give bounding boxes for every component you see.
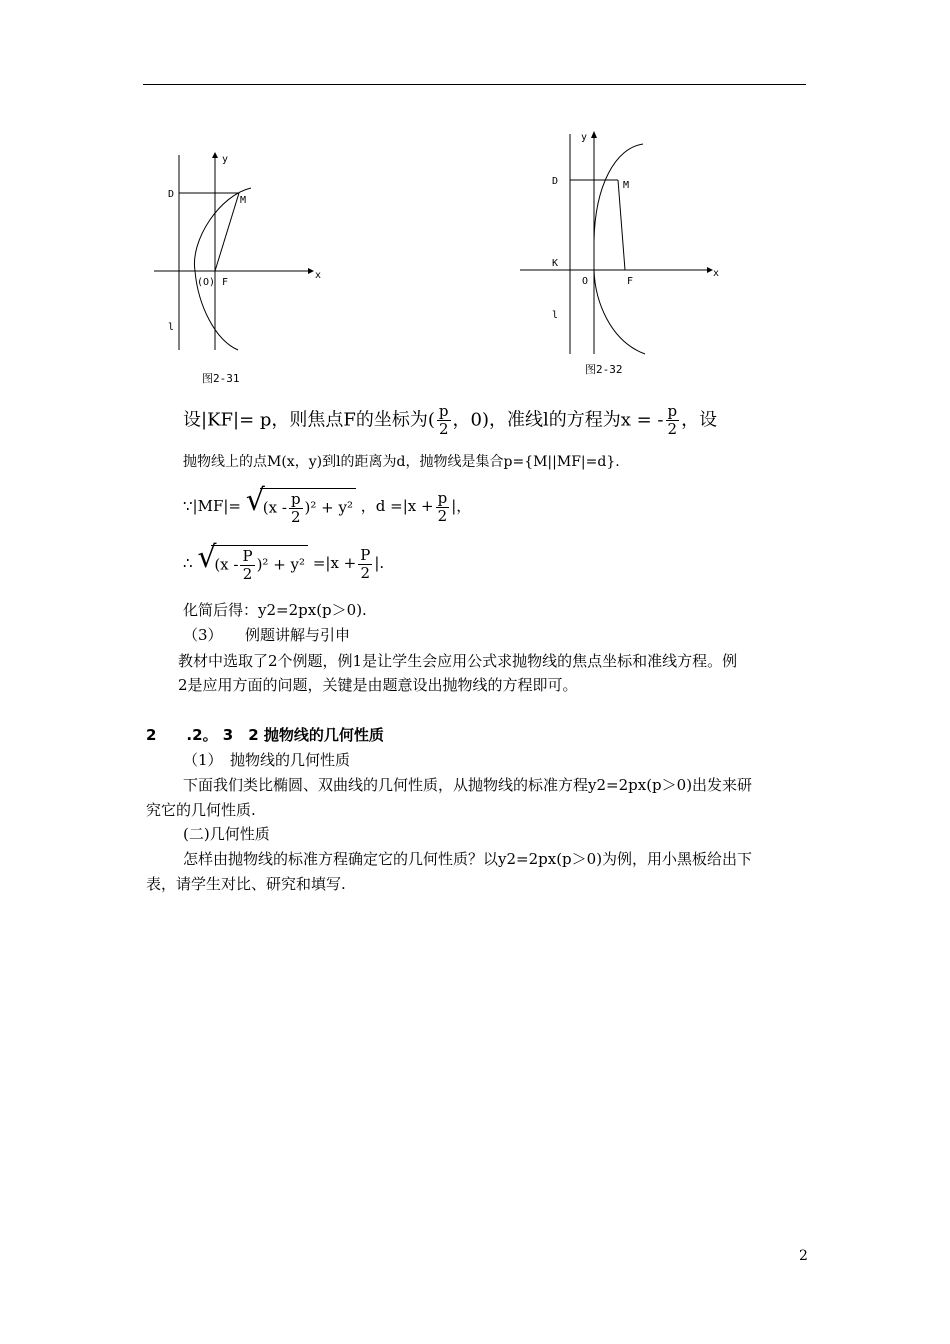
fraction-numerator: p bbox=[290, 490, 301, 508]
radicand-part-b: )² + y² bbox=[304, 498, 354, 517]
fig1-label-x: x bbox=[315, 270, 322, 281]
radicand bbox=[260, 488, 356, 526]
fraction-numerator: P bbox=[360, 545, 371, 564]
fraction-numerator: P bbox=[242, 547, 253, 565]
fraction-p-over-2 bbox=[666, 403, 680, 438]
fig1-label-y: y bbox=[222, 154, 229, 165]
para1-text-c: ，设 bbox=[681, 409, 718, 431]
fraction-numerator: p bbox=[438, 402, 449, 420]
fraction-numerator: p bbox=[437, 488, 448, 507]
fig2-label-y: y bbox=[581, 132, 588, 143]
fig1-label-f: F bbox=[222, 277, 229, 288]
fraction-numerator: p bbox=[667, 402, 678, 420]
item-1-geometric-properties: （1） 抛物线的几何性质 bbox=[183, 751, 351, 769]
equation-set-equality bbox=[183, 540, 385, 583]
fig2-label-f: F bbox=[627, 276, 634, 287]
figure-2-31-graph bbox=[150, 150, 330, 390]
fraction-p-over-2 bbox=[436, 490, 450, 525]
fraction-denominator: 2 bbox=[666, 420, 680, 438]
item-3-examples: （3） 例题讲解与引申 bbox=[183, 626, 351, 644]
para1-text-a: 设|KF|= p，则焦点F的坐标为( bbox=[183, 409, 435, 431]
fraction-denominator: 2 bbox=[437, 420, 451, 438]
radicand-part-a: (x - bbox=[262, 498, 287, 517]
fig2-label-m: M bbox=[623, 180, 630, 191]
fraction-p-over-2 bbox=[358, 547, 372, 582]
fraction-denominator: 2 bbox=[436, 507, 450, 525]
square-root bbox=[197, 540, 308, 583]
paragraph-set-definition: 抛物线上的点M(x，y)到l的距离为d，抛物线是集合p={M||MF|=d}. bbox=[183, 454, 620, 470]
figure-2-31 bbox=[150, 150, 330, 390]
paragraph-examples-line-2: 2是应用方面的问题，关键是由题意设出抛物线的方程即可。 bbox=[178, 676, 578, 694]
fraction-p-over-2 bbox=[240, 548, 254, 583]
item-2-geometric-properties: (二)几何性质 bbox=[183, 825, 270, 843]
fraction-p-over-2 bbox=[437, 403, 451, 438]
fig1-label-l: l bbox=[168, 322, 175, 333]
radicand-part-a: (x - bbox=[214, 555, 239, 574]
figure-2-32 bbox=[515, 126, 730, 381]
para1-text-b: ，0)，准线l的方程为x = - bbox=[452, 409, 664, 431]
eq1-end: |， bbox=[451, 497, 472, 515]
eq1-mid: ，d =|x + bbox=[360, 497, 434, 515]
paragraph-analogy-line-2: 究它的几何性质. bbox=[146, 801, 256, 819]
equation-mf-distance bbox=[183, 483, 472, 526]
header-rule bbox=[143, 84, 806, 85]
fig1-label-d: D bbox=[168, 189, 175, 200]
fig2-label-o: O bbox=[582, 276, 589, 287]
paragraph-analogy-line-1: 下面我们类比椭圆、双曲线的几何性质，从抛物线的标准方程y2=2px(p＞0)出发来研 bbox=[183, 776, 753, 794]
section-heading: 2 .2。 3 2 抛物线的几何性质 bbox=[146, 726, 384, 744]
paragraph-table-line-2: 表，请学生对比、研究和填写. bbox=[146, 875, 346, 893]
square-root bbox=[245, 483, 356, 526]
radical-sign-icon: √ bbox=[245, 483, 265, 518]
page-number: 2 bbox=[799, 1248, 808, 1264]
fraction-denominator: 2 bbox=[358, 564, 372, 582]
paragraph-focus-directrix bbox=[183, 403, 717, 438]
fraction-p-over-2 bbox=[289, 491, 303, 526]
radicand bbox=[211, 545, 308, 583]
fig2-label-x: x bbox=[713, 268, 720, 279]
eq2-end: |. bbox=[374, 554, 385, 572]
fraction-denominator: 2 bbox=[240, 565, 254, 583]
simplified-equation: 化简后得：y2=2px(p＞0). bbox=[183, 601, 367, 619]
fig2-caption: 图2-32 bbox=[585, 363, 623, 376]
fig1-label-o: (O) bbox=[197, 277, 216, 288]
fig1-caption: 图2-31 bbox=[202, 372, 240, 385]
paragraph-table-line-1: 怎样由抛物线的标准方程确定它的几何性质？以y2=2px(p＞0)为例，用小黑板给出下 bbox=[183, 850, 753, 868]
eq2-mid: =|x + bbox=[312, 554, 357, 572]
figure-2-32-graph bbox=[515, 126, 730, 381]
fig2-label-d: D bbox=[552, 176, 559, 187]
fig1-label-m: M bbox=[240, 195, 247, 206]
eq1-because: ∵|MF|= bbox=[183, 497, 241, 515]
eq2-therefore: ∴ bbox=[183, 554, 193, 572]
fig2-label-l: l bbox=[552, 310, 559, 321]
radical-sign-icon: √ bbox=[197, 540, 217, 575]
fig2-label-k: K bbox=[552, 258, 559, 269]
paragraph-examples-line-1: 教材中选取了2个例题，例1是让学生会应用公式求抛物线的焦点坐标和准线方程。例 bbox=[178, 652, 738, 670]
fraction-denominator: 2 bbox=[289, 508, 303, 526]
radicand-part-b: )² + y² bbox=[256, 555, 306, 574]
